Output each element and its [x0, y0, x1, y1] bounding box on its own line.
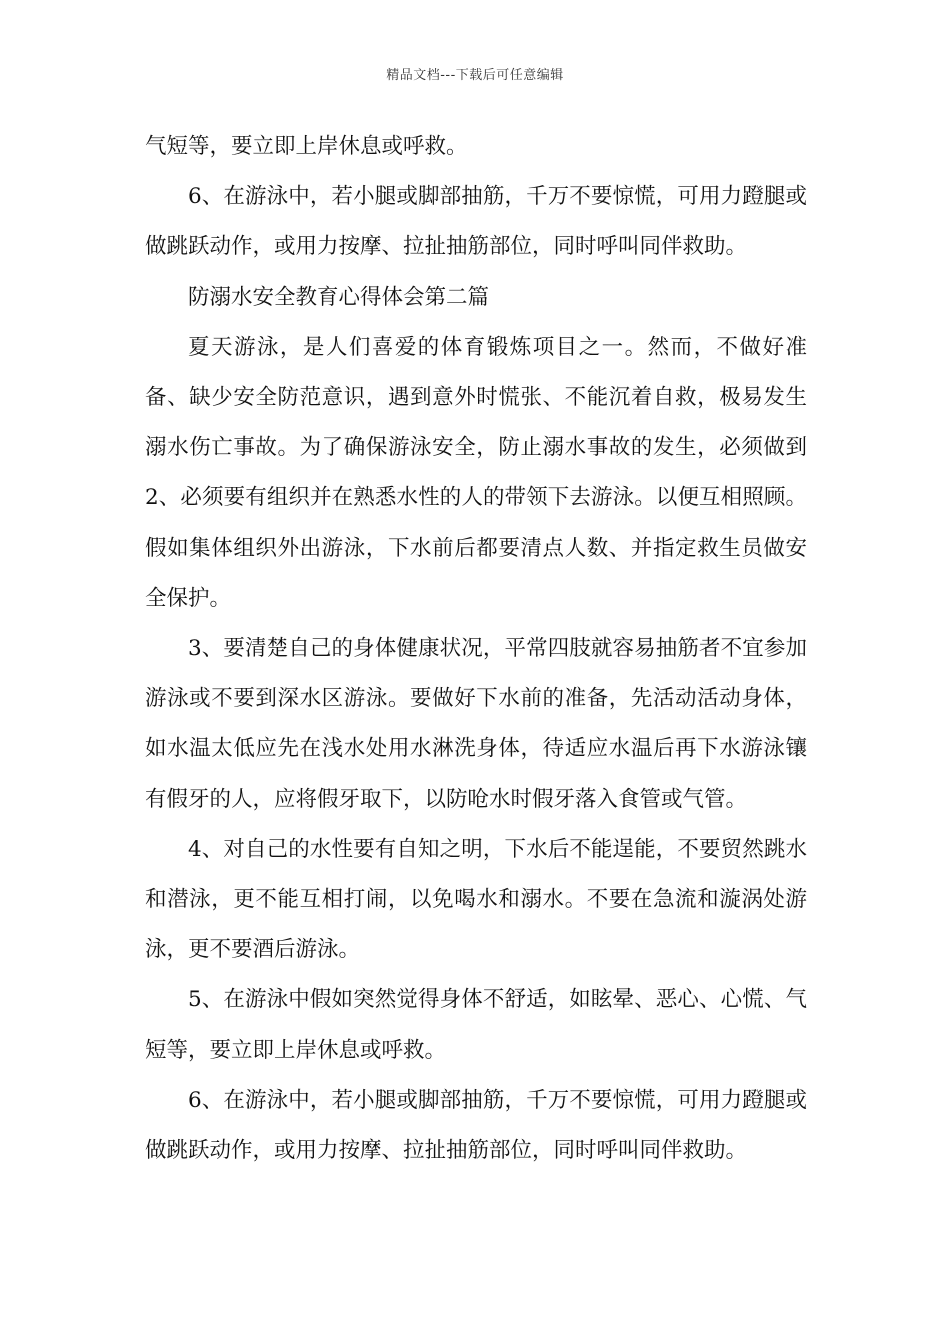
- paragraph-item-3: 3、要清楚自己的身体健康状况，平常四肢就容易抽筋者不宜参加游泳或不要到深水区游泳。要做好下水前的准备，先活动活动身体，如水温太低应先在浅水处用水淋洗身体，待适应水温后再下水游泳镶有假牙的人，应将假牙取下，以防呛水时假牙落入食管或气管。: [145, 636, 807, 812]
- paragraph-item-6: 6、在游泳中，若小腿或脚部抽筋，千万不要惊慌，可用力蹬腿或做跳跃动作，或用力按摩、拉扯抽筋部位，同时呼叫同伴救助。: [145, 184, 807, 260]
- paragraph-continuation: 气短等，要立即上岸休息或呼救。: [145, 134, 468, 159]
- paragraph-intro: 夏天游泳，是人们喜爱的体育锻炼项目之一。然而，不做好准备、缺少安全防范意识，遇到意外时慌张、不能沉着自救，极易发生溺水伤亡事故。为了确保游泳安全，防止溺水事故的发生，必须做到2、必须要有组织并在熟悉水性的人的带领下去游泳。以便互相照顾。假如集体组织外出游泳，下水前后都要清点人数、并指定救生员做安全保护。: [145, 334, 807, 611]
- paragraph-item-4: 4、对自己的水性要有自知之明，下水后不能逞能，不要贸然跳水和潜泳，更不能互相打闹，以免喝水和溺水。不要在急流和漩涡处游泳，更不要酒后游泳。: [145, 836, 807, 963]
- paragraph-item-6-repeat: 6、在游泳中，若小腿或脚部抽筋，千万不要惊慌，可用力蹬腿或做跳跃动作，或用力按摩、拉扯抽筋部位，同时呼叫同伴救助。: [145, 1087, 807, 1164]
- page-header: 精品文档---下载后可任意编辑: [386, 68, 564, 83]
- section-heading: 防溺水安全教育心得体会第二篇: [188, 284, 490, 310]
- document-body: [145, 122, 807, 1176]
- paragraph-item-5: 5、在游泳中假如突然觉得身体不舒适，如眩晕、恶心、心慌、气短等，要立即上岸休息或呼救。: [145, 987, 807, 1063]
